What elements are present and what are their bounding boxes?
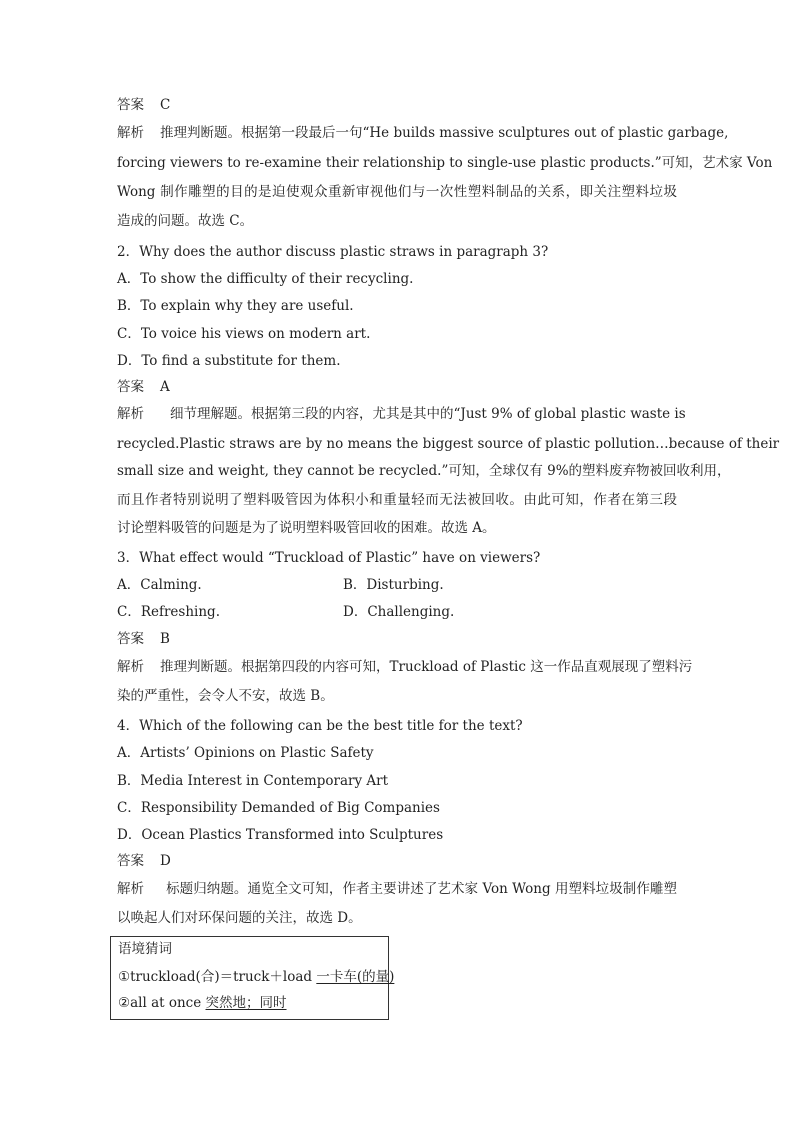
- q2-option-a: A．To show the difficulty of their recycling.: [117, 271, 414, 287]
- vocab-item-2-meaning: 突然地；同时: [205, 995, 287, 1011]
- q3-answer-line: [117, 630, 170, 648]
- analysis-label: 解析: [117, 406, 144, 422]
- answer-label: 答案: [117, 853, 144, 869]
- q4-answer: D: [160, 853, 171, 869]
- analysis-label: 解析: [117, 125, 144, 141]
- q4-option-d: D．Ocean Plastics Transformed into Sculptures: [117, 827, 444, 843]
- vocab-item-1-meaning: 一卡车(的量): [316, 969, 395, 985]
- vocab-title: 语境猜词: [118, 941, 172, 957]
- q4-analysis-line-2: 以唤起人们对环保问题的关注，故选 D。: [117, 910, 362, 926]
- answer-label: 答案: [117, 97, 144, 113]
- q3-analysis-text: 推理判断题。根据第四段的内容可知，Truckload of Plastic 这一作品直观展现了塑料污: [160, 659, 693, 675]
- q1-answer: C: [160, 97, 171, 113]
- q3-option-a: A．Calming.: [117, 577, 202, 593]
- q1-analysis-text: 推理判断题。根据第一段最后一句“He builds massive sculptures out of plastic garbage,: [160, 125, 729, 141]
- q2-answer-line: [117, 378, 170, 396]
- analysis-label: 解析: [117, 881, 144, 897]
- vocab-box: [110, 936, 395, 1020]
- q2-analysis-line-3: small size and weight, they cannot be recycled.”可知，全球仅有 9%的塑料废弃物被回收利用，: [117, 463, 731, 479]
- answer-label: 答案: [117, 379, 144, 395]
- q4-analysis-line-1: [117, 880, 677, 898]
- q4-analysis-text: 标题归纳题。通览全文可知，作者主要讲述了艺术家 Von Wong 用塑料垃圾制作雕塑: [166, 881, 677, 897]
- q3-question: 3．What effect would “Truckload of Plastic” have on viewers?: [117, 550, 541, 566]
- q1-analysis-line-2: forcing viewers to re-examine their relationship to single-use plastic products.”可知，艺术家 Von: [117, 155, 773, 171]
- q4-option-c: C．Responsibility Demanded of Big Companies: [117, 800, 440, 816]
- q2-analysis-line-2: recycled.Plastic straws are by no means the biggest source of plastic pollution…because of their: [117, 436, 780, 452]
- vocab-item-1-term: ①truckload(合)＝truck＋load: [118, 969, 317, 985]
- q2-option-c: C．To voice his views on modern art.: [117, 326, 371, 342]
- q4-question: 4．Which of the following can be the best title for the text?: [117, 718, 523, 734]
- vocab-item-2: [118, 994, 287, 1012]
- vocab-item-2-term: ②all at once: [118, 995, 206, 1011]
- analysis-label: 解析: [117, 659, 144, 675]
- q4-option-b: B．Media Interest in Contemporary Art: [117, 773, 389, 789]
- q2-option-d: D．To find a substitute for them.: [117, 353, 341, 369]
- q4-answer-line: [117, 852, 171, 870]
- vocab-item-1: [118, 968, 394, 986]
- q3-analysis-line-2: 染的严重性，会令人不安，故选 B。: [117, 688, 334, 704]
- q1-analysis-line-1: [117, 124, 729, 142]
- q1-analysis-line-4: 造成的问题。故选 C。: [117, 213, 254, 229]
- q3-option-b: B．Disturbing.: [343, 577, 444, 593]
- q4-option-a: A．Artists’ Opinions on Plastic Safety: [117, 745, 374, 761]
- q2-analysis-line-1: [117, 405, 686, 423]
- q2-analysis-line-5: 讨论塑料吸管的问题是为了说明塑料吸管回收的困难。故选 A。: [117, 520, 496, 536]
- answer-label: 答案: [117, 631, 144, 647]
- q3-analysis-line-1: [117, 658, 693, 676]
- q2-option-b: B．To explain why they are useful.: [117, 298, 354, 314]
- q2-analysis-line-4: 而且作者特别说明了塑料吸管因为体积小和重量轻而无法被回收。由此可知，作者在第三段: [117, 492, 677, 508]
- q3-option-d: D．Challenging.: [343, 604, 455, 620]
- q2-answer: A: [160, 379, 170, 395]
- q2-question: 2．Why does the author discuss plastic straws in paragraph 3?: [117, 244, 549, 260]
- q2-analysis-text: 细节理解题。根据第三段的内容，尤其是其中的“Just 9% of global plastic waste is: [170, 406, 686, 422]
- q1-answer-line: [117, 96, 170, 114]
- q3-answer: B: [160, 631, 170, 647]
- q1-analysis-line-3: Wong 制作雕塑的目的是迫使观众重新审视他们与一次性塑料制品的关系，即关注塑料垃圾: [117, 184, 677, 200]
- q3-option-c: C．Refreshing.: [117, 604, 220, 620]
